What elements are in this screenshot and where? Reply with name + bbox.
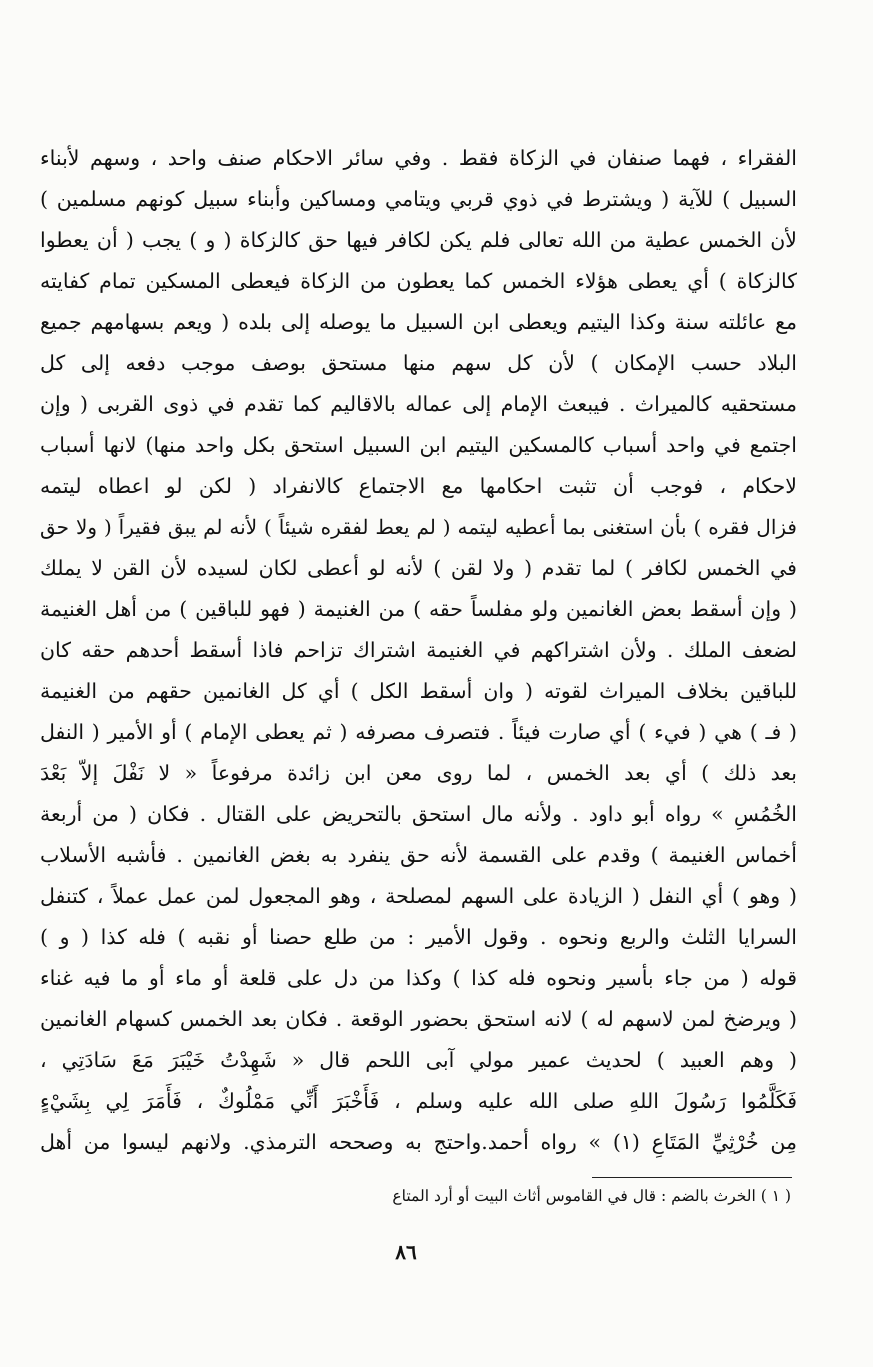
text-line: الخُمُسِ » رواه أبو داود . ولأنه مال استحق بالتحريض على القتال . فكان ( من أربعة xyxy=(40,802,797,826)
text-line: قوله ( من جاء بأسير ونحوه فله كذا ) وكذا من دل على قلعة أو ماء أو ما فيه غناء xyxy=(40,966,797,990)
text-line: مع عائلته سنة وكذا اليتيم ويعطى ابن السبيل ما يوصله إلى بلده ( ويعم بسهامهم جميع xyxy=(40,310,797,334)
text-line: اجتمع في واحد أسباب كالمسكين اليتيم ابن السبيل استحق بكل واحد منها) لانها أسباب xyxy=(40,433,797,457)
text-line: ( وهو ) أي النفل ( الزيادة على السهم لمصلحة ، وهو المجعول لمن عمل عملاً ، كتنفل xyxy=(40,884,797,908)
footnote-divider xyxy=(592,1177,792,1178)
text-line: فزال فقره ) بأن استغنى بما أعطيه ليتمه ( لم يعط لفقره شيئاً ) لأنه لم يبق فقيراً ( ولا حق xyxy=(40,515,797,539)
text-line: ( وإن أسقط بعض الغانمين ولو مفلساً حقه ) من الغنيمة ( فهو للباقين ) من أهل الغنيمة xyxy=(40,597,797,621)
text-line: لضعف الملك . ولأن اشتراكهم في الغنيمة اشتراك تزاحم فاذا أسقط أحدهم حقه كان xyxy=(40,638,797,662)
text-line: ( وهم العبيد ) لحديث عمير مولي آبى اللحم قال « شَهِدْتُ خَيْبَرَ مَعَ سَادَتِي ، xyxy=(40,1048,797,1072)
text-line: بعد ذلك ) أي بعد الخمس ، لما روى معن ابن زائدة مرفوعاً « لا نَفْلَ إلاّ بَعْدَ xyxy=(40,761,797,785)
text-line: لاحكام ، فوجب أن تثبت احكامها مع الاجتماع كالانفراد ( لكن لو اعطاه ليتمه xyxy=(40,474,797,498)
text-line: ( فـ ) هي ( فيء ) أي صارت فيئاً . فتصرف مصرفه ( ثم يعطى الإمام ) أو الأمير ( النفل xyxy=(40,720,797,744)
text-line: فَكَلَّمُوا رَسُولَ اللهِ صلى الله عليه وسلم ، فَأَخْبَرَ أَنِّي مَمْلُوكٌ ، فَأَمَرَ لِي بِشَيْءٍ xyxy=(40,1089,797,1113)
text-line: للباقين بخلاف الميراث لقوته ( وان أسقط الكل ) أي كل الغانمين حقهم من الغنيمة xyxy=(40,679,797,703)
text-line: الفقراء ، فهما صنفان في الزكاة فقط . وفي سائر الاحكام صنف واحد ، وسهم لأبناء xyxy=(40,146,797,170)
text-line: أخماس الغنيمة ) وقدم على القسمة لأنه حق ينفرد به بغض الغانمين . فأشبه الأسلاب xyxy=(40,843,797,867)
page-number: ٨٦ xyxy=(395,1240,417,1264)
text-line: مستحقيه كالميراث . فيبعث الإمام إلى عماله بالاقاليم كما تقدم في ذوى القربى ( وإن xyxy=(40,392,797,416)
text-line: لأن الخمس عطية من الله تعالى فلم يكن لكافر فيها حق كالزكاة ( و ) يجب ( أن يعطوا xyxy=(40,228,797,252)
text-line: السبيل ) للآية ( ويشترط في ذوي قربي ويتامي ومساكين وأبناء سبيل كونهم مسلمين ) xyxy=(40,187,797,211)
text-line: ( ويرضخ لمن لاسهم له ) لانه استحق بحضور الوقعة . فكان بعد الخمس كسهام الغانمين xyxy=(40,1007,797,1031)
text-line: كالزكاة ) أي يعطى هؤلاء الخمس كما يعطون من الزكاة فيعطى المسكين تمام كفايته xyxy=(40,269,797,293)
main-text-block xyxy=(40,138,797,1163)
text-line: السرايا الثلث والربع ونحوه . وقول الأمير : من طلع حصنا أو نقبه ) فله كذا ( و ) xyxy=(40,925,797,949)
text-line: في الخمس لكافر ) لما تقدم ( ولا لقن ) لأنه لو أعطى لكان لسيده لأن القن لا يملك xyxy=(40,556,797,580)
text-line: البلاد حسب الإمكان ) لأن كل سهم منها مستحق بوصف موجب دفعه إلى كل xyxy=(40,351,797,375)
text-line: مِن خُرْثِيِّ المَتَاعِ (١) » رواه أحمد.واحتج به وصححه الترمذي. ولانهم ليسوا من أهل xyxy=(40,1130,797,1154)
footnote: ( ١ ) الخرث بالضم : قال في القاموس أثاث البيت أو أرد المتاع xyxy=(392,1187,791,1205)
